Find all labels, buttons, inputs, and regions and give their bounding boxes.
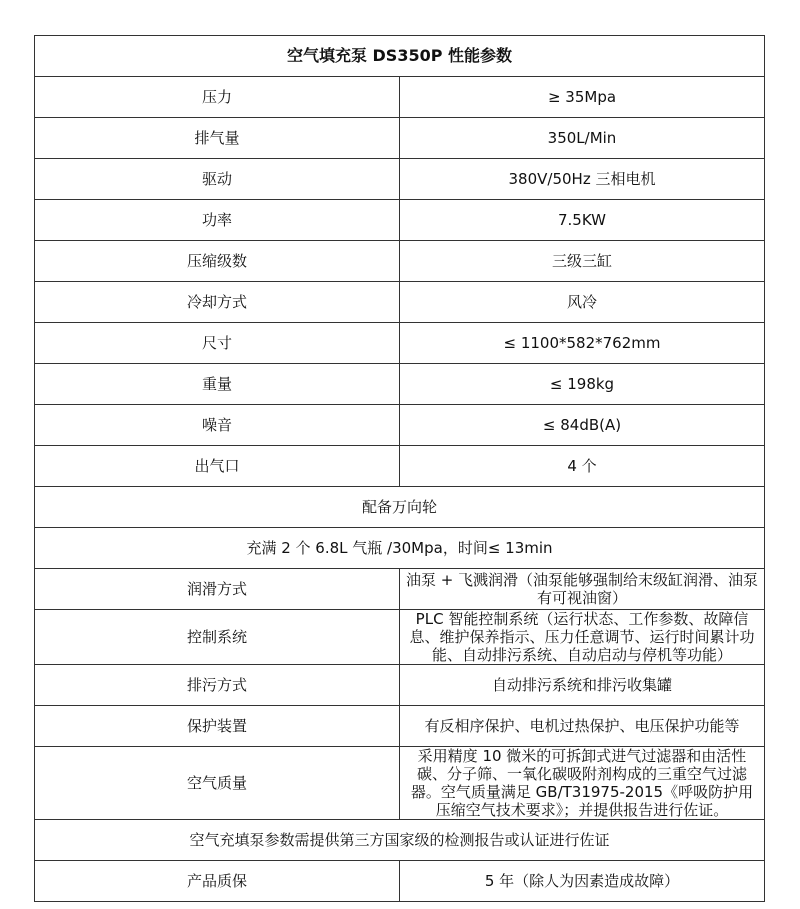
note-certification: 空气充填泵参数需提供第三方国家级的检测报告或认证进行佐证 [35,820,765,861]
row-value: 风冷 [400,282,765,323]
table-row [35,200,765,241]
table-row [35,861,765,902]
row-value: 4 个 [400,446,765,487]
table-row [35,323,765,364]
row-label: 重量 [35,364,400,405]
row-value: 380V/50Hz 三相电机 [400,159,765,200]
row-label: 压缩级数 [35,241,400,282]
table-row [35,77,765,118]
table-title: 空气填充泵 DS350P 性能参数 [35,36,765,77]
row-label: 出气口 [35,446,400,487]
table-row [35,118,765,159]
row-value: ≤ 1100*582*762mm [400,323,765,364]
row-label: 润滑方式 [35,569,400,610]
row-value: 7.5KW [400,200,765,241]
row-label: 空气质量 [35,747,400,820]
row-label: 噪音 [35,405,400,446]
row-label: 压力 [35,77,400,118]
row-value: PLC 智能控制系统（运行状态、工作参数、故障信息、维护保养指示、压力任意调节、运行时间累计功能、自动排污系统、自动启动与停机等功能） [400,610,765,665]
row-label: 控制系统 [35,610,400,665]
table-row [35,405,765,446]
note-universal-wheels: 配备万向轮 [35,487,765,528]
title-row [35,36,765,77]
row-label: 功率 [35,200,400,241]
note-row [35,487,765,528]
spec-table [34,35,765,902]
note-row [35,820,765,861]
table-row [35,241,765,282]
row-value: 自动排污系统和排污收集罐 [400,665,765,706]
table-row [35,747,765,820]
row-value: ≥ 35Mpa [400,77,765,118]
table-row [35,364,765,405]
row-label: 驱动 [35,159,400,200]
table-row [35,159,765,200]
table-row [35,446,765,487]
row-value: ≤ 198kg [400,364,765,405]
row-label: 产品质保 [35,861,400,902]
table-row [35,706,765,747]
table-row [35,610,765,665]
table-row [35,665,765,706]
row-label: 尺寸 [35,323,400,364]
row-value: 采用精度 10 微米的可拆卸式进气过滤器和由活性碳、分子筛、一氧化碳吸附剂构成的三重空气过滤器。空气质量满足 GB/T31975-2015《呼吸防护用压缩空气技术要求》；并提供报告进行佐证。 [400,747,765,820]
note-fill-time: 充满 2 个 6.8L 气瓶 /30Mpa，时间≤ 13min [35,528,765,569]
row-label: 排污方式 [35,665,400,706]
table-row [35,282,765,323]
note-row [35,528,765,569]
table-row [35,569,765,610]
row-label: 排气量 [35,118,400,159]
row-label: 冷却方式 [35,282,400,323]
row-value: 油泵 + 飞溅润滑（油泵能够强制给末级缸润滑、油泵有可视油窗） [400,569,765,610]
row-value: ≤ 84dB(A) [400,405,765,446]
row-value: 三级三缸 [400,241,765,282]
row-value: 5 年（除人为因素造成故障） [400,861,765,902]
row-value: 有反相序保护、电机过热保护、电压保护功能等 [400,706,765,747]
row-value: 350L/Min [400,118,765,159]
row-label: 保护装置 [35,706,400,747]
